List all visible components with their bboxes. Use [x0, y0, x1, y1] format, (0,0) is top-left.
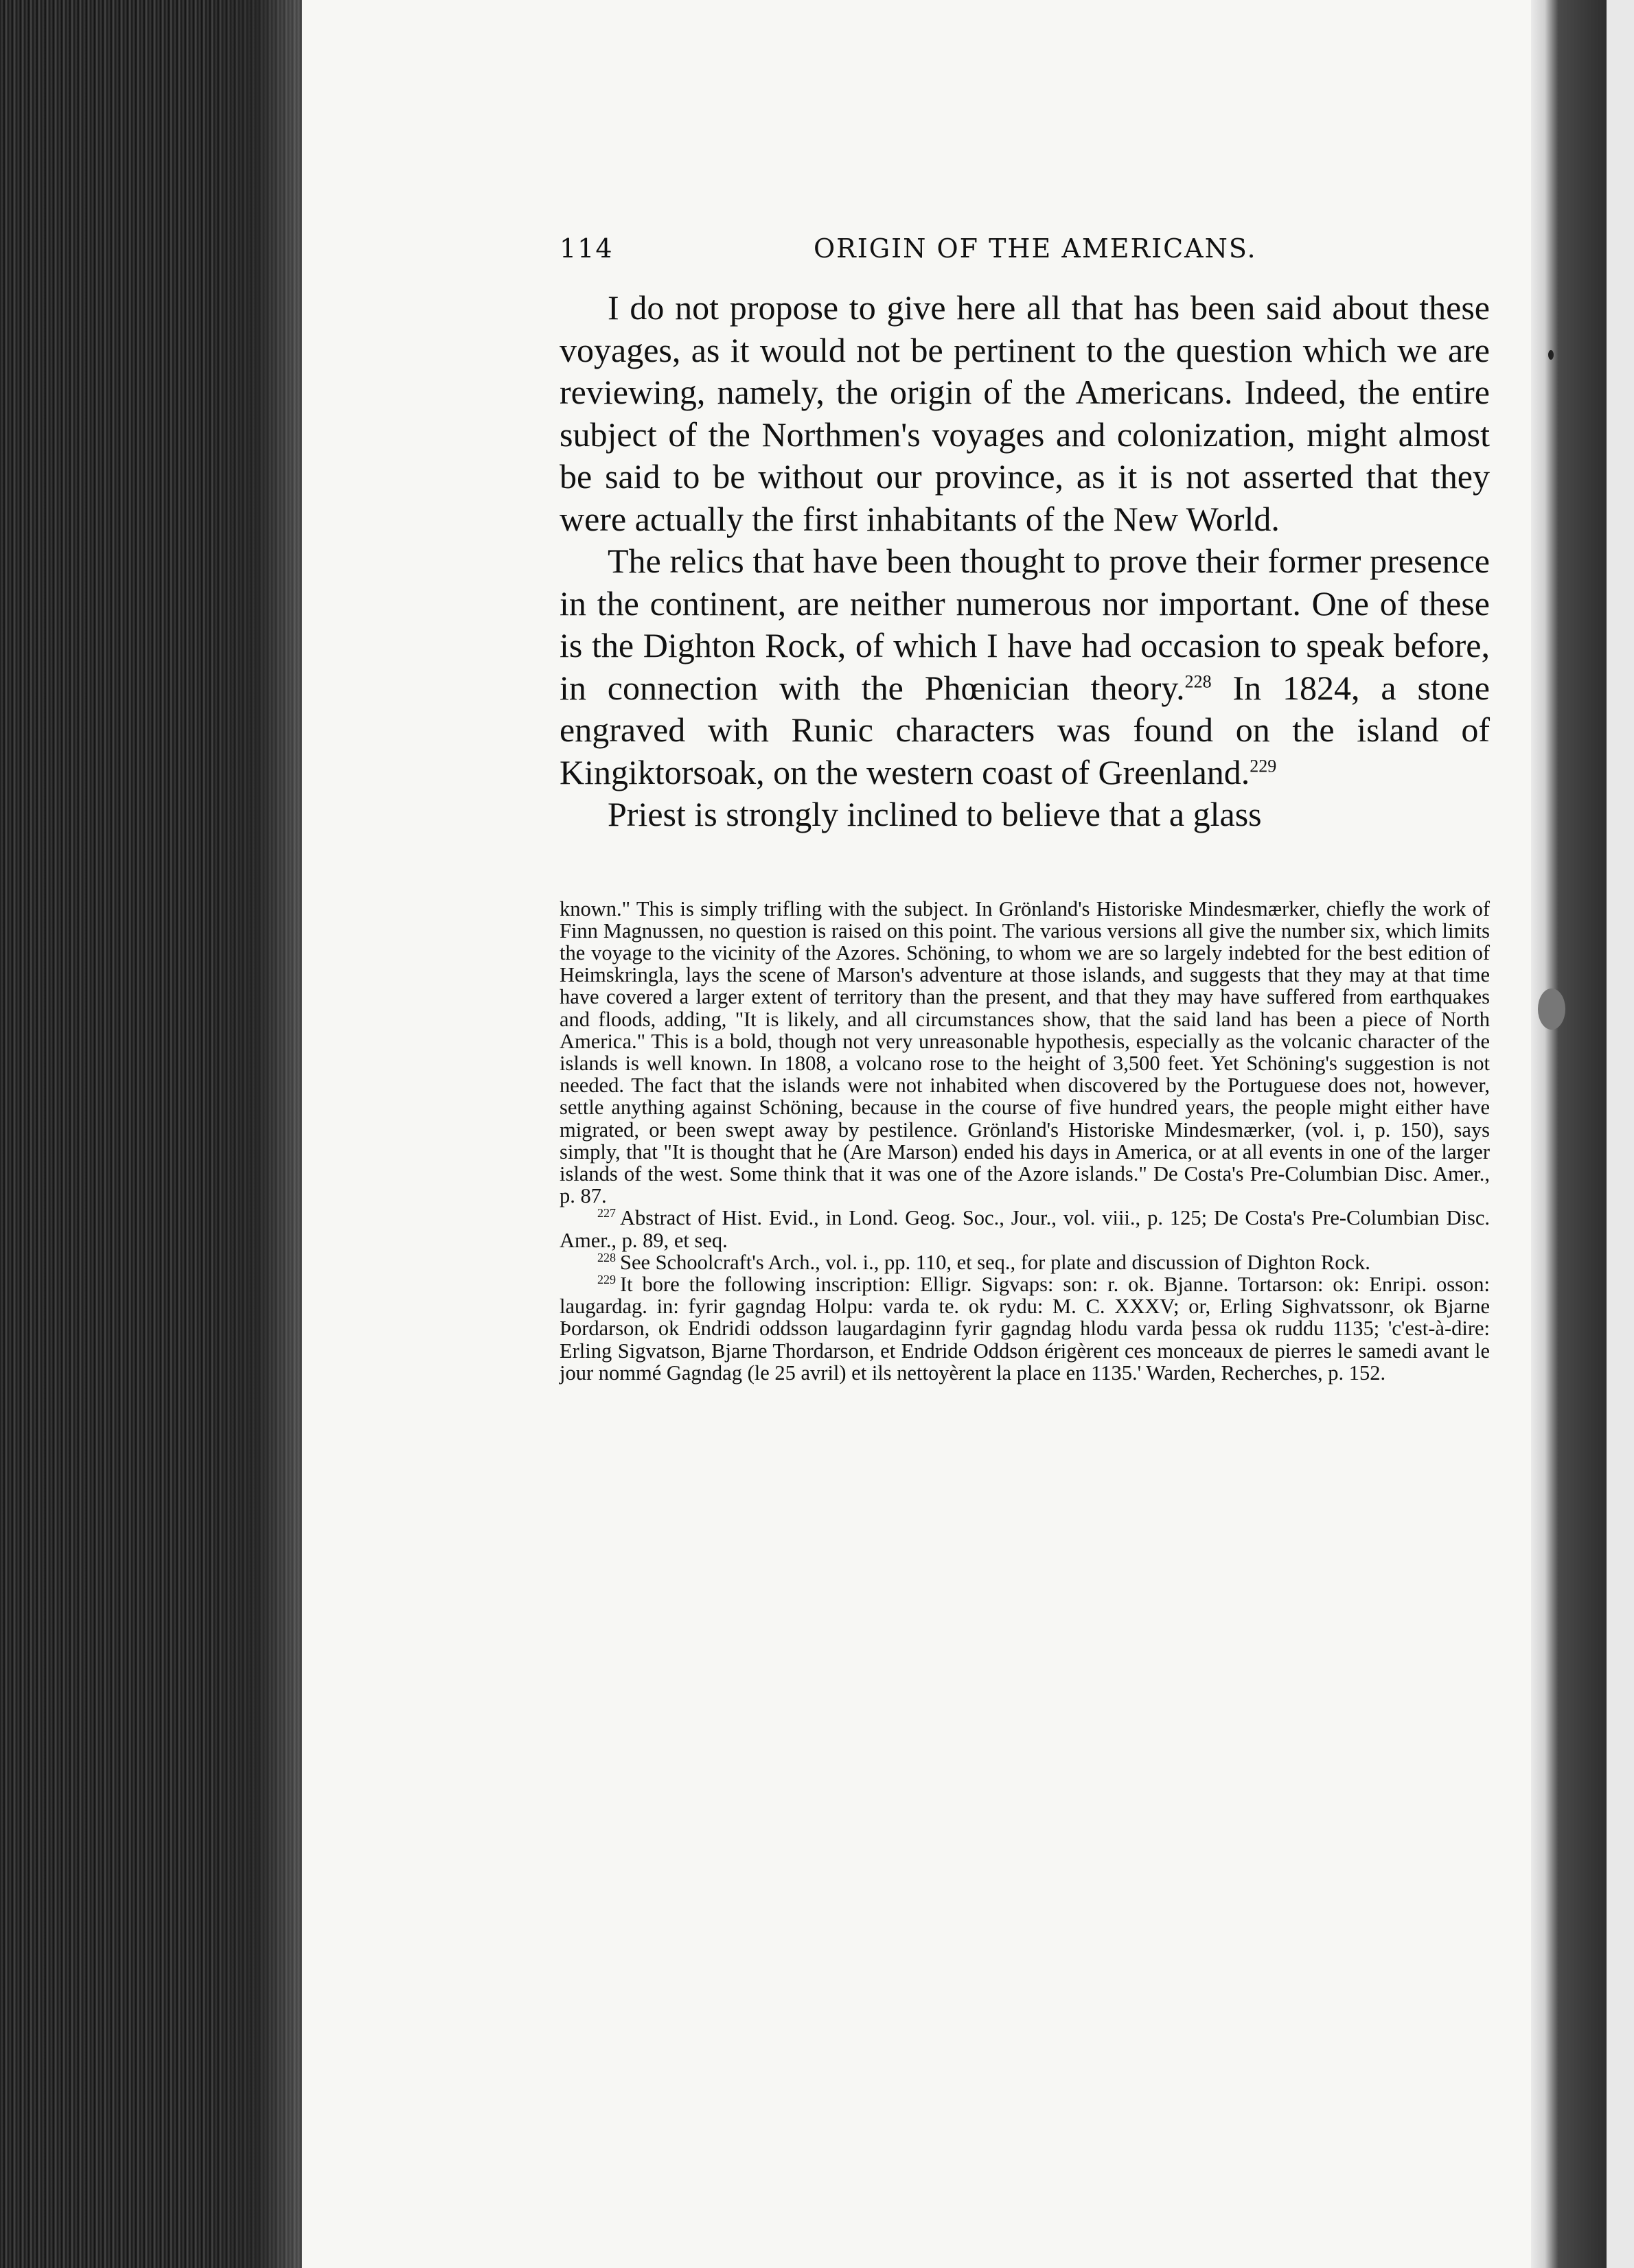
paragraph-2-text-a: The relics that have been thought to prove their former presence in the continent, are neither numerous nor important. One of these is the Dighton Rock, of which I have had occasion to speak before, in connection with the Phœnician theory.: [560, 542, 1490, 707]
page-number: 114: [560, 233, 614, 264]
scan-speck: [1548, 350, 1554, 360]
footnotes-section: [560, 898, 1490, 1384]
right-margin-strip: [1607, 0, 1634, 2268]
scan-speck: [1538, 988, 1565, 1030]
footnote-227: [560, 1207, 1490, 1251]
footnote-continued: known." This is simply trifling with the subject. In Grönland's Historiske Mindesmærker, chiefly the work of Finn Magnussen, no question is raised on this point. The various versions all give the number six, which limits the voyage to the vicinity of the Azores. Schöning, to whom we are so largely indebted for the best edition of Heimskringla, lays the scene of Marson's adventure at those islands, and suggests that they may at that time have covered a larger extent of territory than the present, and that they may have suffered from earthquakes and floods, adding, "It is likely, and all circumstances show, that the said land has been a piece of North America." This is a bold, though not very unreasonable hypothesis, especially as the volcanic character of the islands is well known. In 1808, a volcano rose to the height of 3,500 feet. Yet Schöning's suggestion is not needed. The fact that the islands were not inhabited when discovered by the Portuguese does not, however, settle anything against Schöning, because in the course of five hundred years, the people might either have migrated, or been swept away by pestilence. Grönland's Historiske Mindesmærker, (vol. i, p. 150), says simply, that "It is thought that he (Are Marson) ended his days in America, or at all events in one of the larger islands of the west. Some think that it was one of the Azore islands." De Costa's Pre-Columbian Disc. Amer., p. 87.: [560, 896, 1490, 1208]
footnote-text: Abstract of Hist. Evid., in Lond. Geog. Soc., Jour., vol. viii., p. 125; De Costa's Pre-Columbian Disc. Amer., p. 89, et seq.: [560, 1206, 1490, 1252]
footnote-number: 229: [597, 1272, 616, 1286]
paragraph-3: Priest is strongly inclined to believe that a glass: [608, 795, 1262, 833]
page-content: [560, 227, 1490, 1384]
paragraph-1: I do not propose to give here all that has been said about these voyages, as it would not be pertinent to the question which we are reviewing, namely, the origin of the Americans. Indeed, the entire subject of the Northmen's voyages and colonization, might almost be said to be without our province, as it is not asserted that they were actually the first inhabitants of the New World.: [560, 288, 1490, 538]
gutter-shadow: [206, 0, 309, 2268]
footnote-ref-228[interactable]: 228: [1184, 671, 1212, 691]
running-title: ORIGIN OF THE AMERICANS.: [814, 233, 1257, 264]
paragraph-2-text-b: In 1824, a stone engraved with Runic characters was found on the island of Kingiktorsoak, on the western coast of Greenland.: [560, 668, 1490, 791]
footnote-229: [560, 1273, 1490, 1384]
footnote-text: See Schoolcraft's Arch., vol. i., pp. 110, et seq., for plate and discussion of Dighton Rock.: [620, 1250, 1370, 1274]
footnote-228: [560, 1251, 1490, 1273]
footnote-number: 228: [597, 1250, 616, 1264]
footnote-ref-229[interactable]: 229: [1250, 755, 1277, 776]
footnote-text: It bore the following inscription: Elligr. Sigvaps: son: r. ok. Bjanne. Tortarson: ok: Enripi. osson: laugardag. in: fyrir gagndag Holpu: varda te. ok rydu: M. C. XXXV; or, Erling Sighvatssonr, ok Bjarne Þordarson, ok Endridi oddsson laugardaginn fyrir gagndag hlodu varda þessa ok ruddu 1135; 'c'est-à-dire: Erling Sigvatson, Bjarne Thordarson, et Endride Oddson érigèrent ces monceaux de pierres le samedi avant le jour nommé Gagndag (le 25 avril) et ils nettoyèrent la place en 1135.' Warden, Recherches, p. 152.: [560, 1272, 1490, 1385]
footnote-number: 227: [597, 1206, 616, 1220]
running-head: [560, 227, 1490, 268]
paragraph-2: [560, 540, 1490, 794]
